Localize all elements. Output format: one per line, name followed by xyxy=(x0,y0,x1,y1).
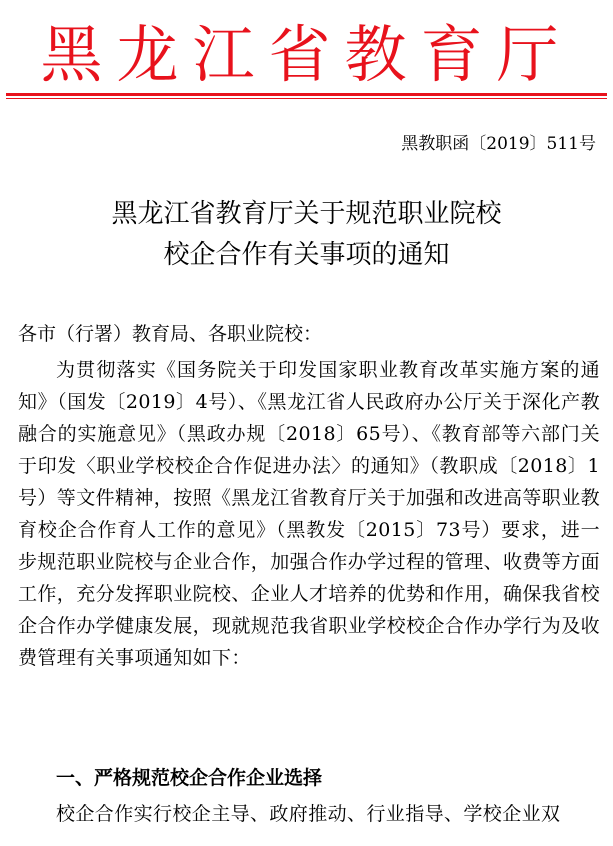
document-number: 黑教职函〔2019〕511号 xyxy=(401,134,596,154)
masthead-rule-thick xyxy=(6,93,607,96)
section-heading-1: 一、严格规范校企合作企业选择 xyxy=(56,767,323,789)
body-paragraph-2: 校企合作实行校企主导、政府推动、行业指导、学校企业双 xyxy=(56,803,561,825)
document-title-line2: 校企合作有关事项的通知 xyxy=(163,240,450,270)
document-title-line1: 黑龙江省教育厅关于规范职业院校 xyxy=(111,199,502,229)
masthead-title: 黑龙江省教育厅 xyxy=(40,18,573,91)
body-paragraph-1: 为贯彻落实《国务院关于印发国家职业教育改革实施方案的通知》（国发〔2019〕4号）、《黑龙江省人民政府办公厅关于深化产教融合的实施意见》（黑政办规〔2018〕65号）、《教育部等六部门关于印发〈职业学校校企合作促进办法〉的通知》（教职成〔2018〕1号）等文件精神，按照《黑龙江省教育厅关于加强和改进高等职业教育校企合作育人工作的意见》（黑教发〔2015〕73号）要求，进一步规范职业院校与企业合作，加强合作办学过程的管理、收费等方面工作，充分发挥职业院校、企业人才培养的优势和作用，确保我省校企合作办学健康发展，现就规范我省职业学校校企合作办学行为及收费管理有关事项通知如下： xyxy=(18,359,601,669)
masthead-rule-thin xyxy=(6,98,607,99)
addressee: 各市（行署）教育局、各职业院校： xyxy=(18,323,323,345)
